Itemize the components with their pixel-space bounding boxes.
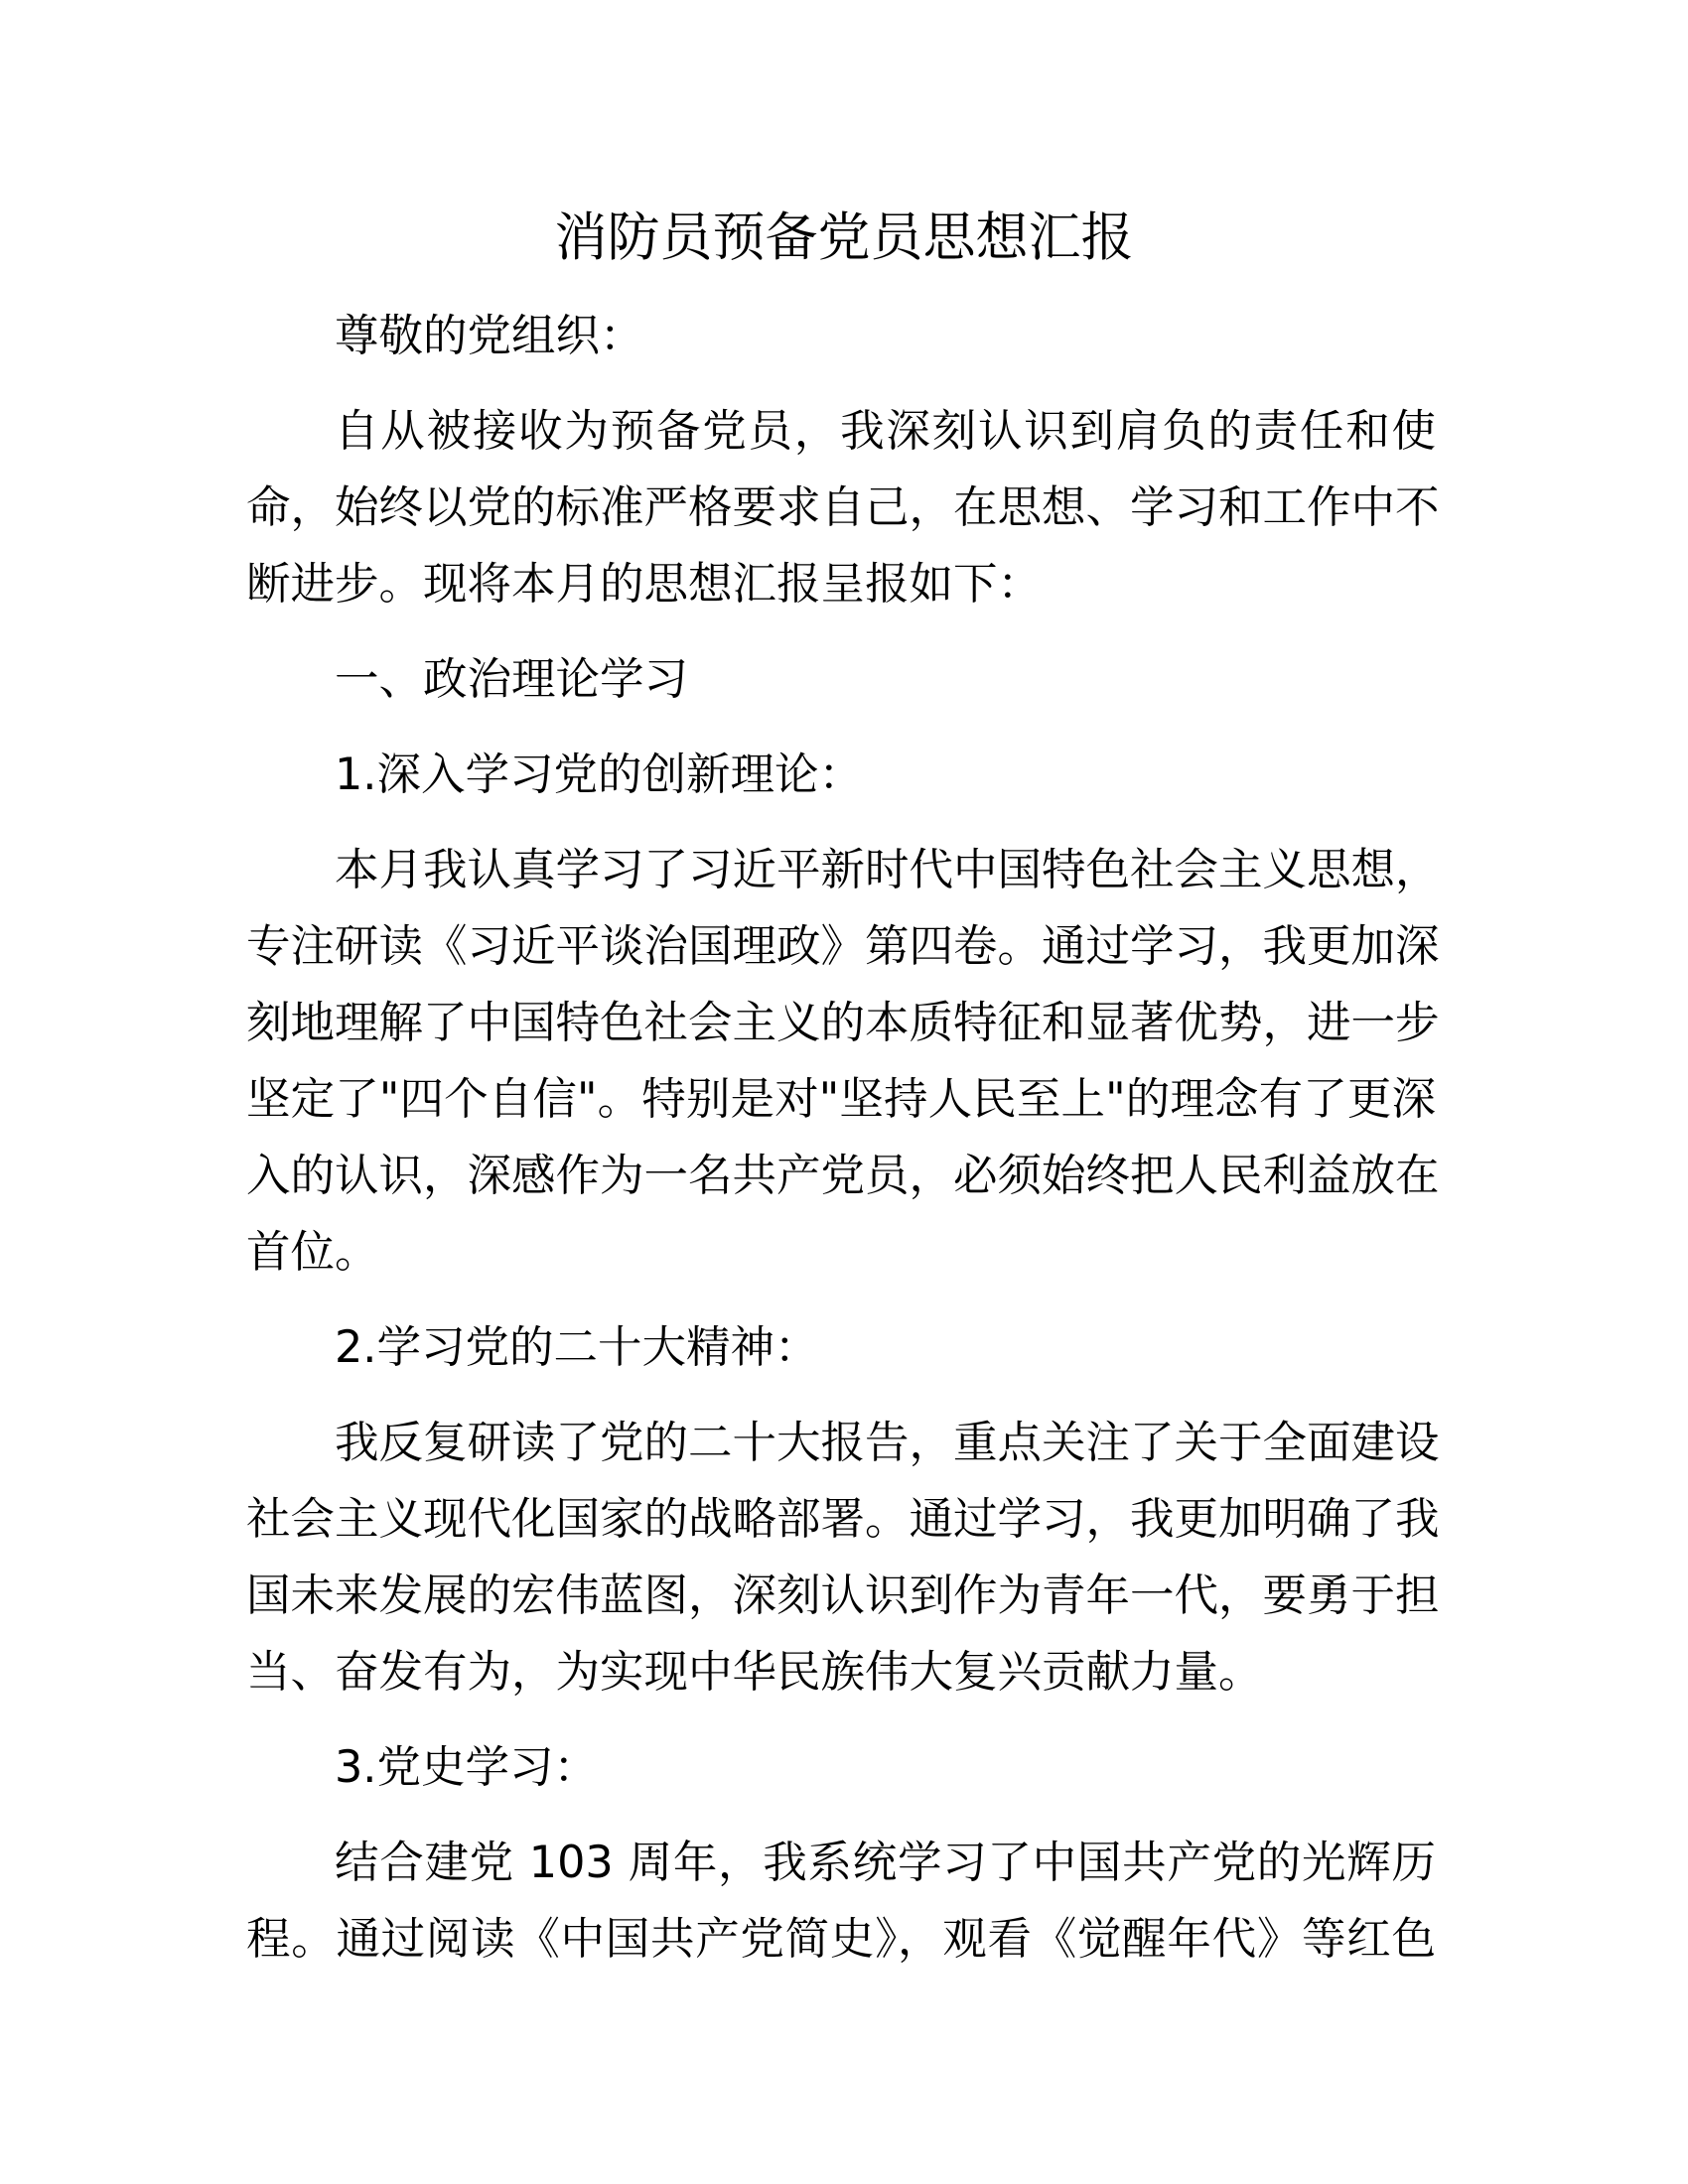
heading-text: 3.党史学习：	[335, 1742, 598, 1793]
text-line: 程。通过阅读《中国共产党简史》，观看《觉醒年代》等红色	[246, 1914, 1436, 1965]
paragraph-item-2-body	[246, 1405, 1440, 1710]
text-line: 本月我认真学习了习近平新时代中国特色社会主义思想，	[335, 845, 1440, 895]
item-heading-party-history	[246, 1729, 1436, 1806]
item-heading-innovation-theory	[246, 737, 1436, 813]
document-title: 消防员预备党员思想汇报	[554, 207, 1134, 268]
section-heading-political-theory	[246, 641, 1436, 718]
text-line: 命，始终以党的标准严格要求自己，在思想、学习和工作中不	[246, 482, 1440, 533]
text-line: 国未来发展的宏伟蓝图，深刻认识到作为青年一代，要勇于担	[246, 1570, 1440, 1621]
salutation	[246, 298, 1436, 374]
text-line: 首位。	[246, 1227, 379, 1278]
text-line: 刻地理解了中国特色社会主义的本质特征和显著优势，进一步	[246, 998, 1440, 1048]
text-line: 结合建党 103 周年，我系统学习了中国共产党的光辉历	[335, 1838, 1436, 1888]
text-line: 断进步。现将本月的思想汇报呈报如下：	[246, 559, 1043, 610]
text-line: 社会主义现代化国家的战略部署。通过学习，我更加明确了我	[246, 1494, 1440, 1545]
text-line: 当、奋发有为，为实现中华民族伟大复兴贡献力量。	[246, 1647, 1263, 1698]
text-line: 入的认识，深感作为一名共产党员，必须始终把人民利益放在	[246, 1151, 1440, 1201]
paragraph-item-3-body	[246, 1825, 1436, 1978]
heading-text: 2.学习党的二十大精神：	[335, 1322, 819, 1373]
heading-text: 一、政治理论学习	[335, 654, 689, 705]
paragraph-item-1-body	[246, 832, 1440, 1291]
text-line: 专注研读《习近平谈治国理政》第四卷。通过学习，我更加深	[246, 921, 1440, 972]
item-heading-20th-congress	[246, 1309, 1436, 1386]
heading-text: 1.深入学习党的创新理论：	[335, 750, 863, 800]
text-line: 坚定了"四个自信"。特别是对"坚持人民至上"的理念有了更深	[246, 1074, 1436, 1125]
paragraph-intro	[246, 393, 1440, 622]
text-line: 我反复研读了党的二十大报告，重点关注了关于全面建设	[335, 1418, 1440, 1468]
document-body	[246, 298, 1440, 1996]
text-line: 自从被接收为预备党员，我深刻认识到肩负的责任和使	[335, 406, 1436, 457]
salutation-text: 尊敬的党组织：	[335, 311, 644, 361]
